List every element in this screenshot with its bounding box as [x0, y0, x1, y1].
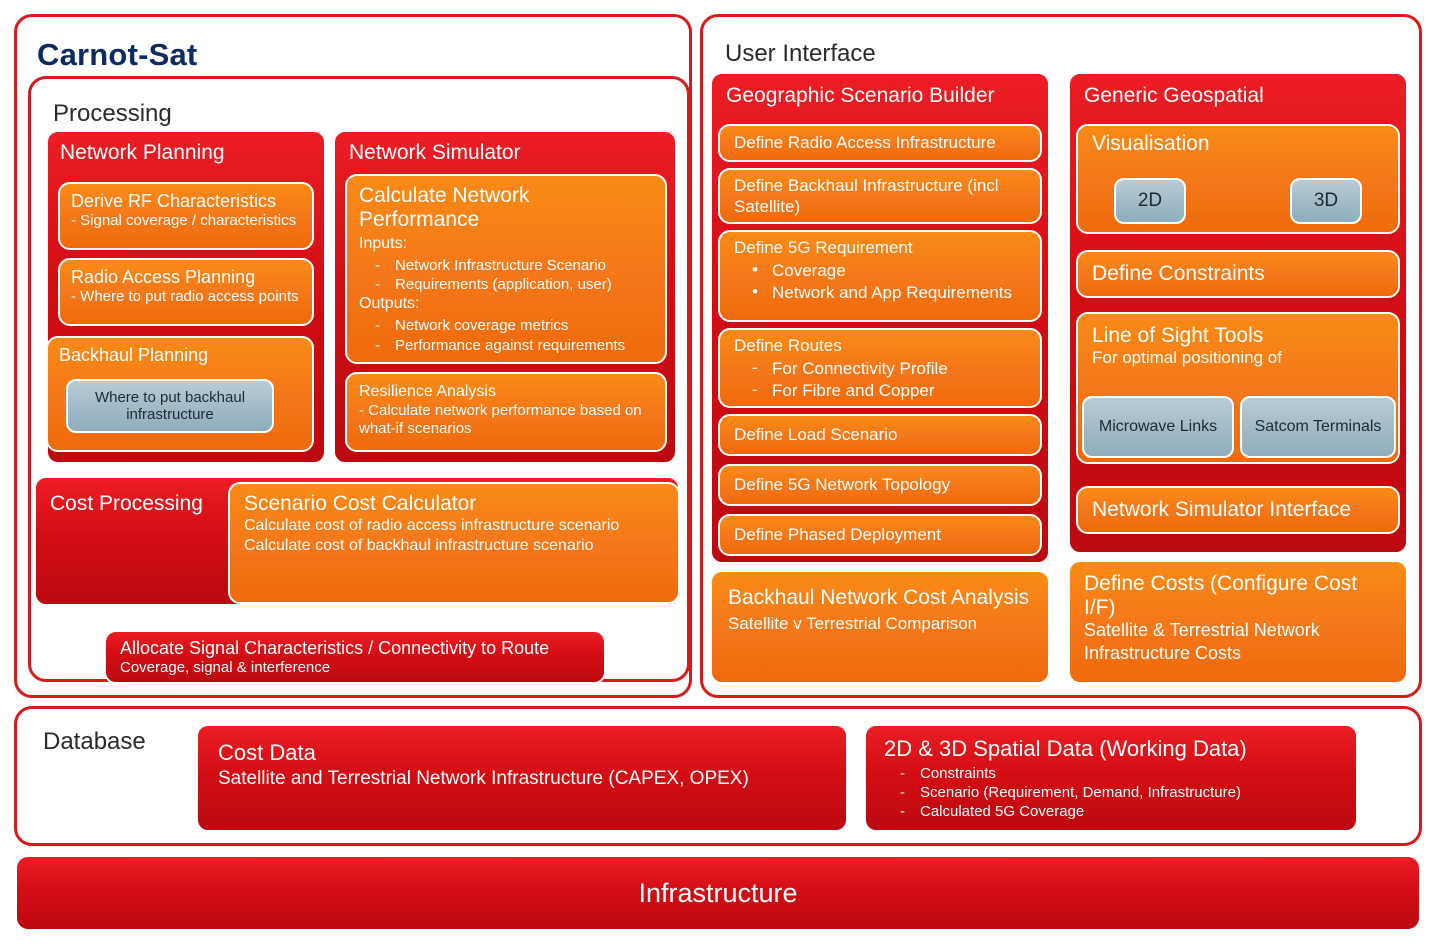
- database-title: Database: [43, 728, 146, 755]
- define-routes-list: [734, 358, 1026, 402]
- outputs-list: [359, 316, 653, 354]
- cost-data-box[interactable]: [196, 724, 848, 832]
- network-simulator-title: Network Simulator: [349, 141, 521, 164]
- satcom-terminals-label: Satcom Terminals: [1254, 418, 1382, 435]
- define-costs-heading: Define Costs (Configure Cost I/F): [1084, 572, 1358, 619]
- satcom-terminals-chip[interactable]: [1240, 396, 1396, 458]
- line-of-sight-desc: For optimal positioning of: [1092, 347, 1282, 367]
- list-item: - For Connectivity Profile: [750, 358, 1026, 380]
- resilience-analysis-box[interactable]: [345, 372, 667, 452]
- microwave-links-chip[interactable]: [1082, 396, 1234, 458]
- network-simulator-interface-box[interactable]: [1076, 486, 1400, 534]
- list-item-label: Define Load Scenario: [734, 425, 898, 444]
- define-radio-access-infrastructure-item[interactable]: [718, 124, 1042, 162]
- define-5g-bullets: [734, 260, 1026, 304]
- derive-rf-desc: - Signal coverage / characteristics: [71, 212, 297, 229]
- visualisation-3d-button[interactable]: [1290, 178, 1362, 224]
- backhaul-chip-label: Where to put backhaul infrastructure: [94, 389, 246, 423]
- microwave-links-label: Microwave Links: [1098, 418, 1218, 435]
- scenario-builder-title: Geographic Scenario Builder: [726, 84, 995, 107]
- list-item: • Network and App Requirements: [750, 282, 1026, 304]
- define-load-scenario-item[interactable]: [718, 414, 1042, 456]
- backhaul-cost-desc: Satellite v Terrestrial Comparison: [728, 613, 978, 633]
- inputs-list: [359, 256, 653, 294]
- processing-title: Processing: [53, 100, 172, 127]
- list-item: - For Fibre and Copper: [750, 380, 1026, 402]
- infrastructure-label: Infrastructure: [638, 877, 798, 908]
- diagram-title: Carnot-Sat: [37, 37, 198, 72]
- radio-access-heading: Radio Access Planning: [71, 267, 256, 287]
- outputs-label: Outputs:: [359, 295, 420, 313]
- cost-data-desc: Satellite and Terrestrial Network Infrastructure (CAPEX, OPEX): [218, 768, 749, 789]
- list-item: - Requirements (application, user): [375, 275, 653, 294]
- define-costs-desc: Satellite & Terrestrial Network Infrastructure Costs: [1084, 620, 1320, 663]
- list-item: - Performance against requirements: [375, 336, 653, 355]
- define-5g-requirement-item[interactable]: [718, 230, 1042, 322]
- cost-data-heading: Cost Data: [218, 740, 316, 765]
- define-costs-box[interactable]: [1068, 560, 1408, 684]
- list-item-label: Define Backhaul Infrastructure (incl Satellite): [734, 176, 999, 216]
- spatial-data-list: [884, 764, 1342, 822]
- list-item: - Scenario (Requirement, Demand, Infrastructure): [900, 783, 1342, 802]
- backhaul-network-cost-analysis-box[interactable]: [710, 570, 1050, 684]
- define-backhaul-infrastructure-item[interactable]: [718, 168, 1042, 224]
- list-item-label: Define Routes: [734, 336, 842, 355]
- allocate-desc: Coverage, signal & interference: [120, 659, 331, 676]
- list-item: - Calculated 5G Coverage: [900, 802, 1342, 821]
- allocate-signal-box[interactable]: [104, 630, 606, 684]
- resilience-desc: - Calculate network performance based on what-if scenarios: [359, 402, 642, 437]
- derive-rf-characteristics-box[interactable]: [58, 182, 314, 250]
- define-5g-network-topology-item[interactable]: [718, 464, 1042, 506]
- visualisation-2d-button[interactable]: [1114, 178, 1186, 224]
- user-interface-title: User Interface: [725, 40, 876, 67]
- generic-geospatial-title: Generic Geospatial: [1084, 84, 1264, 107]
- calculate-heading: Calculate Network Performance: [359, 184, 530, 231]
- infrastructure-box: [14, 854, 1422, 932]
- spatial-data-box[interactable]: [864, 724, 1358, 832]
- allocate-heading: Allocate Signal Characteristics / Connectivity to Route: [120, 638, 550, 658]
- list-item-label: Define Phased Deployment: [734, 525, 941, 544]
- radio-access-planning-box[interactable]: [58, 258, 314, 326]
- visualisation-heading: Visualisation: [1092, 132, 1210, 155]
- list-item: - Constraints: [900, 764, 1342, 783]
- list-item-label: Define 5G Network Topology: [734, 475, 951, 494]
- visualisation-2d-label: 2D: [1137, 190, 1163, 211]
- list-item: • Coverage: [750, 260, 1026, 282]
- cost-processing-title: Cost Processing: [50, 492, 203, 515]
- network-planning-title: Network Planning: [60, 141, 225, 164]
- scenario-cost-heading: Scenario Cost Calculator: [244, 492, 477, 515]
- calculate-network-performance-box[interactable]: [345, 174, 667, 364]
- scenario-cost-line-1: Calculate cost of radio access infrastructure scenario: [244, 516, 620, 534]
- backhaul-infrastructure-chip[interactable]: [66, 379, 274, 433]
- radio-access-desc: - Where to put radio access points: [71, 288, 299, 305]
- define-routes-item[interactable]: [718, 328, 1042, 408]
- derive-rf-heading: Derive RF Characteristics: [71, 191, 277, 211]
- scenario-cost-calculator-box[interactable]: [228, 482, 680, 604]
- define-phased-deployment-item[interactable]: [718, 514, 1042, 556]
- define-constraints-label: Define Constraints: [1092, 262, 1265, 285]
- define-constraints-box[interactable]: [1076, 250, 1400, 298]
- line-of-sight-heading: Line of Sight Tools: [1092, 324, 1264, 347]
- list-item-label: Define Radio Access Infrastructure: [734, 133, 996, 152]
- visualisation-3d-label: 3D: [1313, 190, 1339, 211]
- list-item-label: Define 5G Requirement: [734, 238, 913, 257]
- scenario-cost-line-2: Calculate cost of backhaul infrastructure scenario: [244, 536, 594, 554]
- resilience-heading: Resilience Analysis: [359, 383, 496, 400]
- spatial-data-heading: 2D & 3D Spatial Data (Working Data): [884, 736, 1247, 761]
- inputs-label: Inputs:: [359, 235, 408, 253]
- list-item: - Network Infrastructure Scenario: [375, 256, 653, 275]
- list-item: - Network coverage metrics: [375, 316, 653, 335]
- network-simulator-interface-label: Network Simulator Interface: [1092, 498, 1352, 521]
- backhaul-planning-heading: Backhaul Planning: [59, 345, 209, 365]
- backhaul-cost-heading: Backhaul Network Cost Analysis: [728, 586, 1030, 609]
